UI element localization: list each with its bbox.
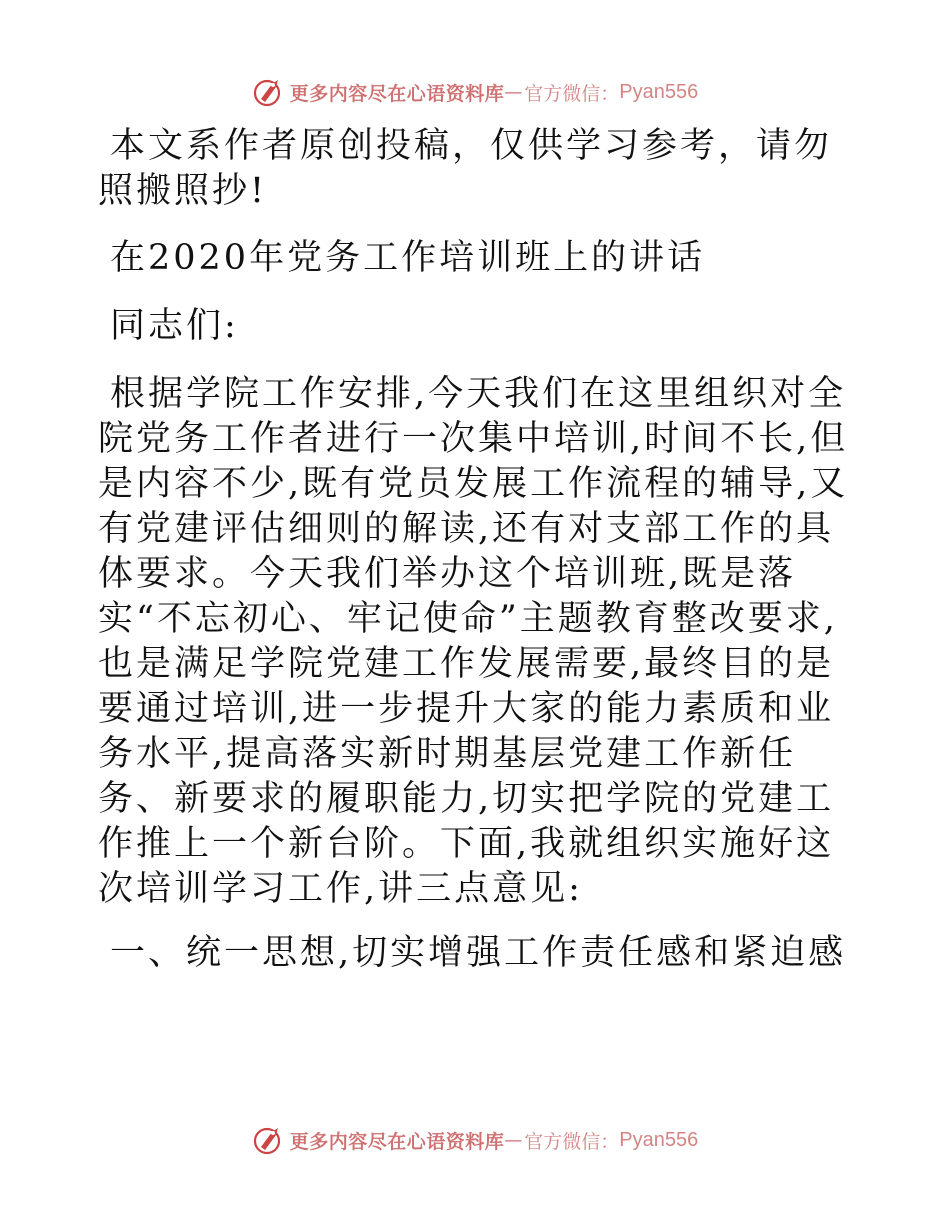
watermark-contact-id: Pyan556 — [619, 1128, 699, 1151]
watermark-site-text: 更多内容尽在心语资料库 — [289, 1130, 505, 1153]
watermark-site-text: 更多内容尽在心语资料库 — [289, 82, 505, 105]
pen-nib-icon — [252, 75, 286, 109]
footer-watermark — [0, 1120, 950, 1160]
header-watermark — [0, 72, 950, 112]
pen-nib-icon — [252, 1123, 286, 1157]
watermark-contact-id: Pyan556 — [619, 80, 699, 103]
document-body — [98, 118, 858, 976]
watermark-contact-label: 官方微信： — [524, 82, 620, 105]
section-heading: 一、统一思想,切实增强工作责任感和紧迫感 — [110, 933, 847, 973]
copyright-notice: 本文系作者原创投稿，仅供学习参考，请勿照搬照抄! — [98, 126, 833, 211]
paragraph: 根据学院工作安排,今天我们在这里组织对全院党务工作者进行一次集中培训,时间不长,但是内容不少,既有党员发展工作流程的辅导,又有党建评估细则的解读,还有对支部工作的具体要求。今天我们举办这个培训班,既是落实“不忘初心、牢记使命”主题教育整改要求,也是满足学院党建工作发展需要,最终目的是要通过培训,进一步提升大家的能力素质和业务水平,提高落实新时期基层党建工作新任务、新要求的履职能力,切实把学院的党建工作推上一个新台阶。下面,我就组织实施好这次培训学习工作,讲三点意见: — [98, 374, 849, 909]
watermark-contact-label: 官方微信： — [524, 1130, 620, 1153]
salutation: 同志们: — [110, 306, 239, 346]
speech-title: 在2020年党务工作培训班上的讲话 — [110, 238, 706, 278]
watermark-dash: — — [504, 81, 523, 103]
watermark-dash: — — [504, 1129, 523, 1151]
